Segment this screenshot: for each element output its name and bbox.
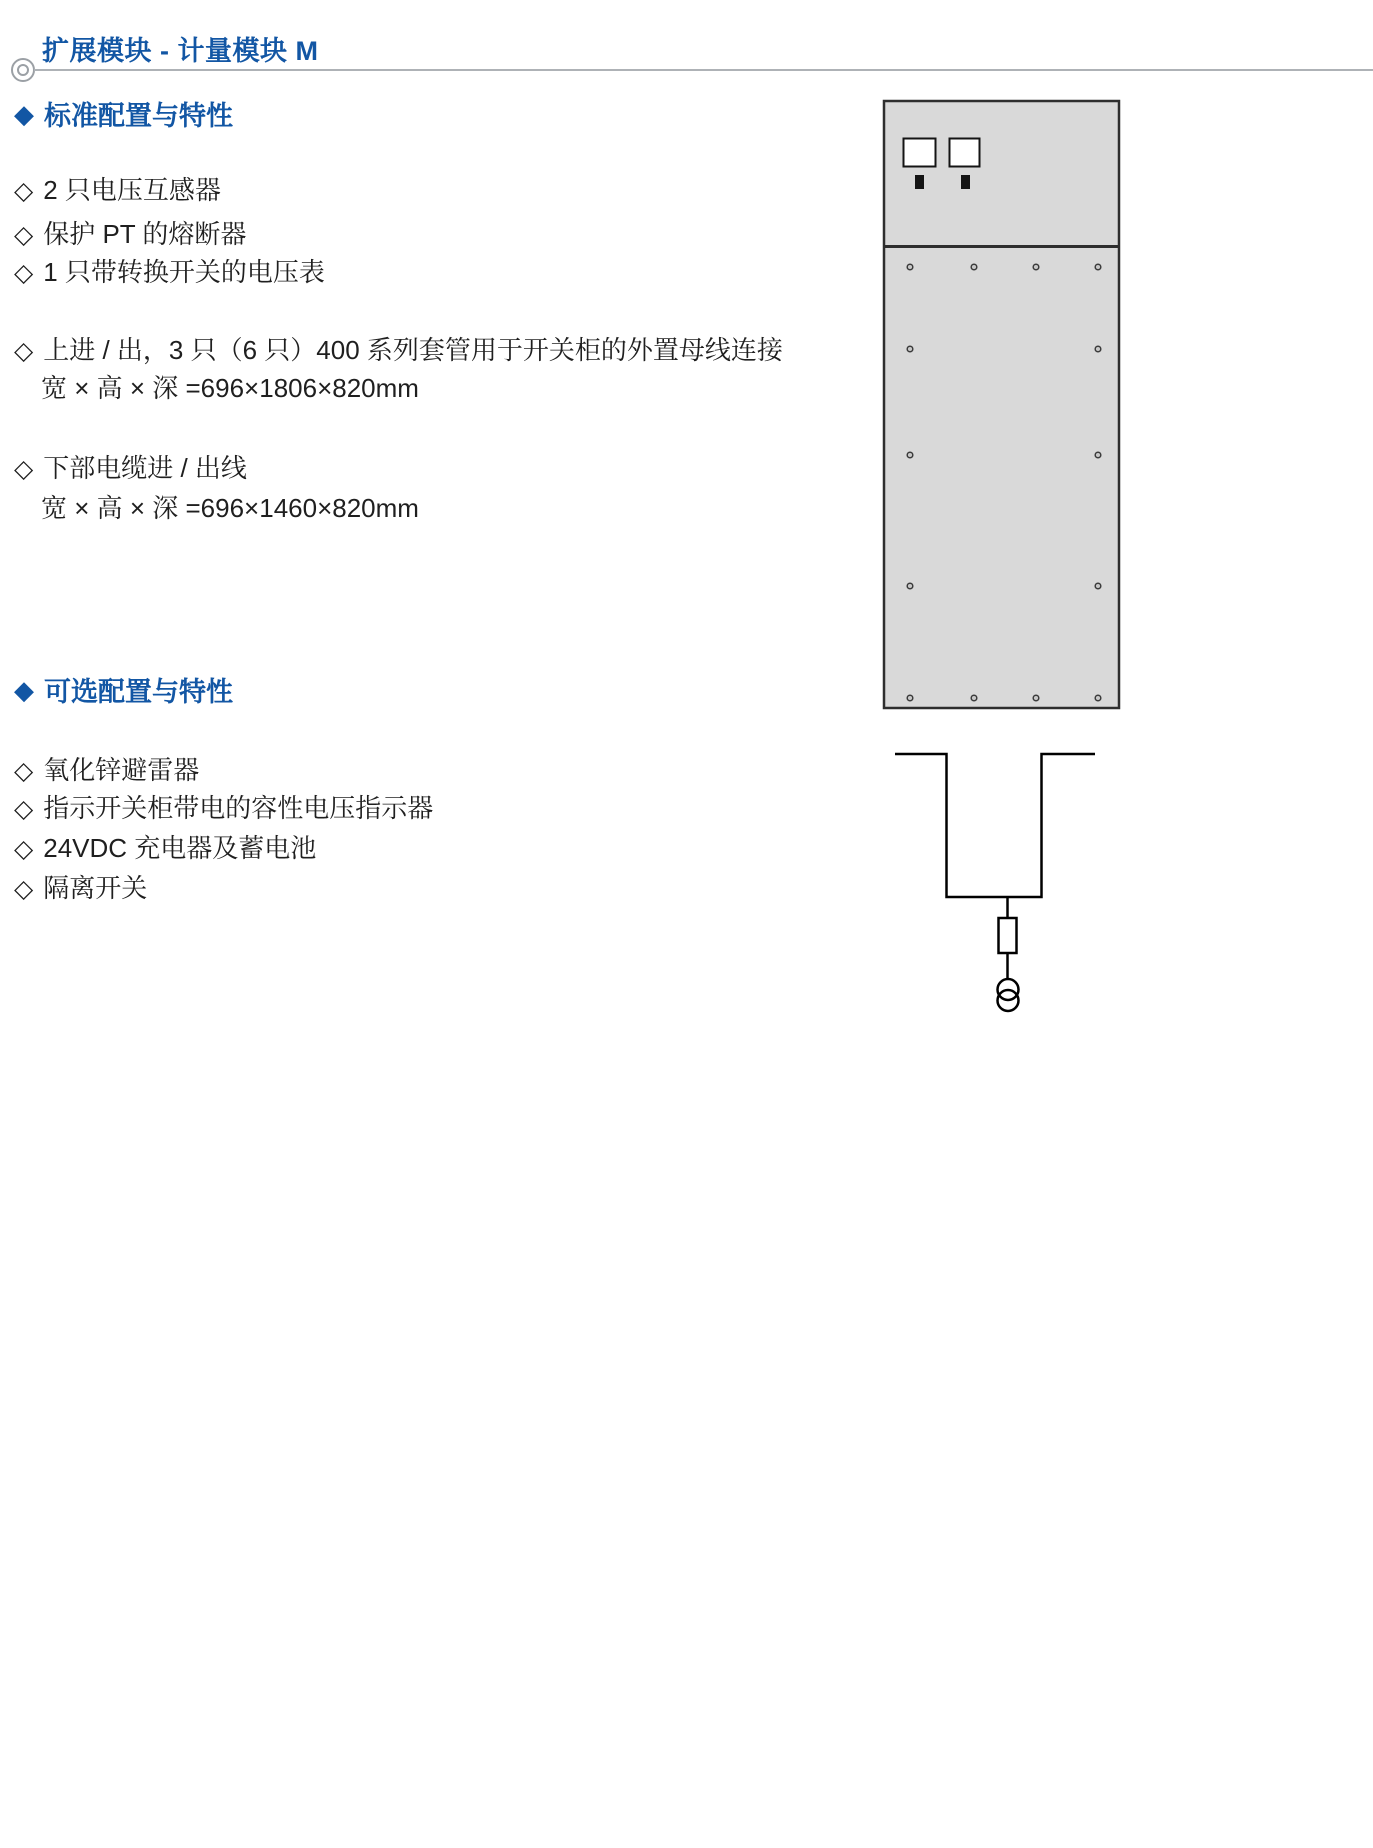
feature-text: 24VDC 充电器及蓄电池 <box>43 833 317 863</box>
hollow-diamond-bullet-icon: ◇ <box>14 795 34 823</box>
screw-dot <box>1033 264 1039 270</box>
screw-dot <box>971 264 977 270</box>
section-heading-text: 标准配置与特性 <box>44 101 233 131</box>
feature-text: 1 只带转换开关的电压表 <box>43 257 325 287</box>
busbar-outline <box>895 754 1095 897</box>
screw-dot <box>971 695 977 701</box>
page-title: 扩展模块 - 计量模块 M <box>42 36 319 66</box>
hollow-diamond-bullet-icon: ◇ <box>14 455 34 483</box>
screw-dot <box>907 346 913 352</box>
ring-ornament-inner <box>17 64 29 76</box>
screw-dot <box>1095 695 1101 701</box>
cabinet-body <box>884 101 1119 708</box>
ring-ornament-icon <box>11 58 35 82</box>
screw-dot <box>907 264 913 270</box>
hollow-diamond-bullet-icon: ◇ <box>14 757 34 785</box>
feature-text: 指示开关柜带电的容性电压指示器 <box>43 793 434 823</box>
feature-item <box>14 214 246 251</box>
fuse-symbol <box>999 918 1017 953</box>
cabinet-front-view <box>884 101 1119 708</box>
feature-item <box>14 252 325 289</box>
feature-item <box>14 448 247 485</box>
feature-item <box>14 868 147 905</box>
cabinet-diagram <box>860 90 1140 1040</box>
feature-item <box>14 170 221 207</box>
screw-dot <box>907 583 913 589</box>
section-heading-optional <box>14 670 233 709</box>
feature-item <box>14 828 316 865</box>
screw-dot <box>907 695 913 701</box>
section-heading-text: 可选配置与特性 <box>44 677 233 707</box>
screw-dot <box>1095 264 1101 270</box>
hollow-diamond-bullet-icon: ◇ <box>14 177 34 205</box>
dimension-line: 宽 × 高 × 深 =696×1460×820mm <box>41 493 419 523</box>
hollow-diamond-bullet-icon: ◇ <box>14 835 34 863</box>
screw-dot <box>1095 452 1101 458</box>
feature-item <box>14 788 433 825</box>
single-line-diagram <box>895 754 1095 1011</box>
feature-item <box>14 750 199 787</box>
hollow-diamond-bullet-icon: ◇ <box>14 259 34 287</box>
solid-diamond-icon: ◆ <box>14 98 34 129</box>
feature-text: 氧化锌避雷器 <box>43 755 200 785</box>
feature-text: 保护 PT 的熔断器 <box>43 219 247 249</box>
header-divider-rule <box>34 69 1373 71</box>
feature-text: 上进 / 出，3 只（6 只）400 系列套管用于开关柜的外置母线连接 <box>43 335 783 365</box>
screw-dot <box>1095 583 1101 589</box>
meter-window-left <box>904 139 936 167</box>
screw-dot <box>1095 346 1101 352</box>
screw-dot <box>907 452 913 458</box>
feature-text: 2 只电压互感器 <box>43 175 221 205</box>
meter-window-right <box>950 139 980 167</box>
screw-dot <box>1033 695 1039 701</box>
feature-item <box>14 330 783 367</box>
feature-text: 隔离开关 <box>43 873 148 903</box>
hollow-diamond-bullet-icon: ◇ <box>14 337 34 365</box>
handle-slot-left <box>915 175 924 189</box>
dimension-line: 宽 × 高 × 深 =696×1806×820mm <box>41 373 419 403</box>
feature-text: 下部电缆进 / 出线 <box>43 453 247 483</box>
hollow-diamond-bullet-icon: ◇ <box>14 221 34 249</box>
solid-diamond-icon: ◆ <box>14 674 34 705</box>
hollow-diamond-bullet-icon: ◇ <box>14 875 34 903</box>
section-heading-standard <box>14 94 233 133</box>
handle-slot-right <box>961 175 970 189</box>
